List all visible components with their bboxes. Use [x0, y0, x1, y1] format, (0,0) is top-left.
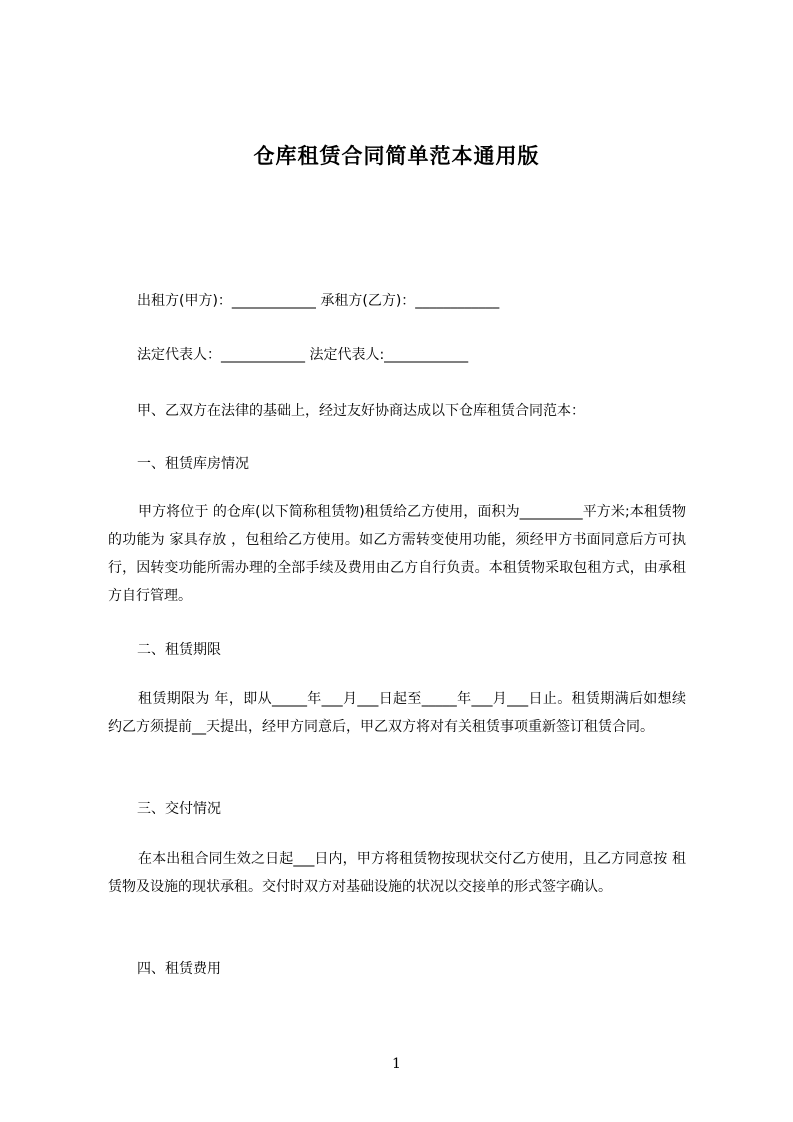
document-title: 仓库租赁合同简单范本通用版 — [253, 144, 540, 168]
section-body: 甲方将位于 的仓库(以下简称租赁物)租赁给乙方使用，面积为_________平方米;本租赁物的功能为 家具存放 ，包租给乙方使用。如乙方需转变使用功能，须经甲方书面同意后方可执行，因转变功能所需办理的全部手续及费用由乙方自行负责。本租赁物采取包租方式，由承租方自行管理。 — [108, 504, 686, 604]
intro-text: 甲、乙双方在法律的基础上，经过友好协商达成以下仓库租赁合同范本： — [137, 403, 585, 419]
page-number: 1 — [392, 1056, 401, 1072]
section-body: 租赁期限为 年，即从_____年___月___日起至_____年___月___日止。租赁期满后如想续约乙方须提前__天提出，经甲方同意后，甲乙双方将对有关租赁事项重新签订租赁合同。 — [108, 691, 686, 735]
representatives-line: 法定代表人：____________ 法定代表人:____________ — [137, 347, 469, 363]
section-heading: 四、租赁费用 — [137, 961, 221, 977]
section-heading: 一、租赁库房情况 — [137, 456, 249, 472]
parties-line: 出租方(甲方)：____________ 承租方(乙方)：____________ — [137, 293, 500, 309]
section-heading: 三、交付情况 — [137, 801, 221, 817]
section-heading: 二、租赁期限 — [137, 642, 221, 658]
section-body: 在本出租合同生效之日起___日内，甲方将租赁物按现状交付乙方使用，且乙方同意按 租赁物及设施的现状承租。交付时双方对基础设施的状况以交接单的形式签字确认。 — [108, 851, 686, 895]
